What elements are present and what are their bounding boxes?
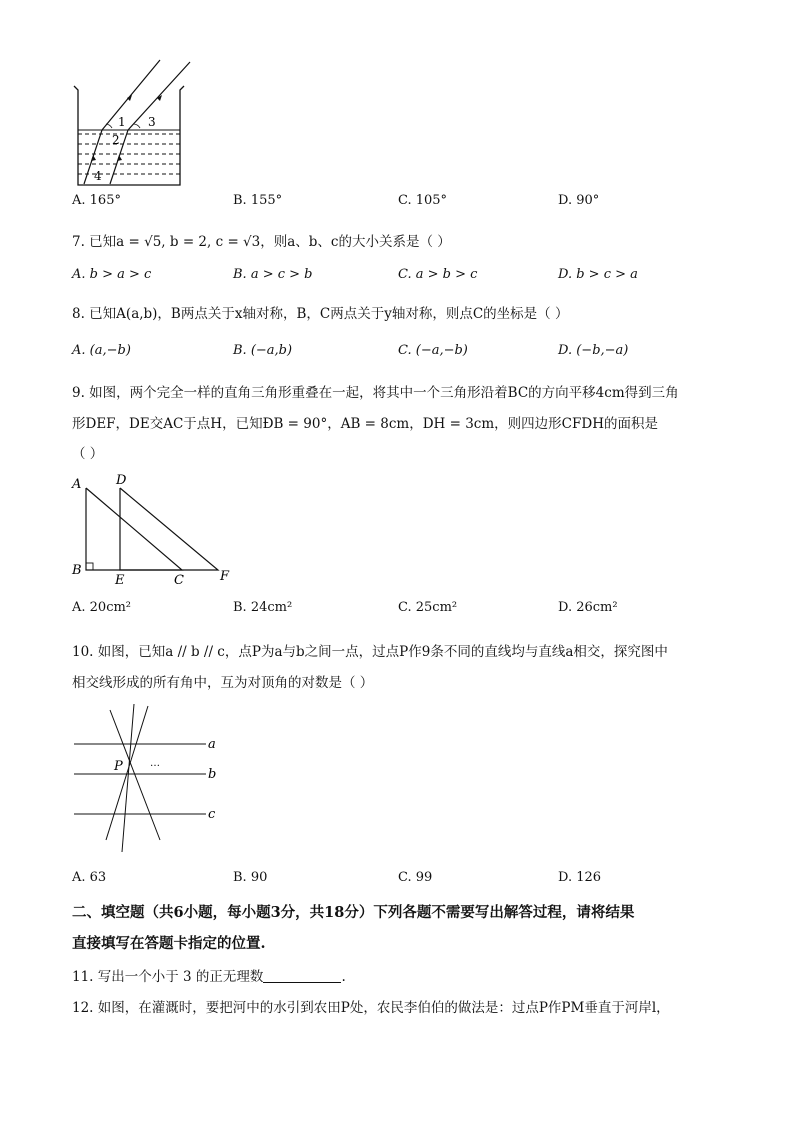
q9-label-d: D [116,473,127,488]
q9-label-a: A [72,477,82,492]
q6-refraction-figure [72,58,202,188]
q6-angle-label-2: 2 [112,133,120,147]
q8-option-a: A. (a,−b) [72,343,131,358]
q9-stem-line3: （ ） [72,446,104,462]
section2-heading-line2: 直接填写在答题卡指定的位置. [72,935,266,952]
q10-label-p: P [114,759,123,774]
q7-option-d: D. b > c > a [558,267,638,282]
q9-option-c: C. 25cm² [398,600,458,615]
q10-option-b: B. 90 [233,870,268,885]
q9-label-e: E [115,573,125,588]
q7-option-b: B. a > c > b [233,267,313,282]
section2-heading-line1: 二、填空题（共6小题，每小题3分，共18分）下列各题不需要写出解答过程，请将结果 [72,904,635,921]
q10-option-c: C. 99 [398,870,433,885]
q6-angle-label-4: 4 [94,169,102,183]
q10-option-a: A. 63 [72,870,107,885]
q10-label-c: c [208,807,216,822]
q7-option-c: C. a > b > c [398,267,478,282]
q11-stem [72,965,346,985]
q8-option-d: D. (−b,−a) [558,343,629,358]
q8-option-b: B. (−a,b) [233,343,293,358]
q9-label-c: C [174,573,184,588]
q10-stem-line1: 10. 如图，已知a // b // c，点P为a与b之间一点，过点P作9条不同的直线均与直线a相交，探究图中 [72,644,668,660]
q10-stem-line2: 相交线形成的所有角中，互为对顶角的对数是（ ） [72,675,374,691]
q9-stem-line1: 9. 如图，两个完全一样的直角三角形重叠在一起，将其中一个三角形沿着BC的方向平移4cm得到三角 [72,385,679,401]
q9-stem-line2: 形DEF，DE交AC于点H，已知ÐB = 90°，AB = 8cm，DH = 3cm，则四边形CFDH的面积是 [72,416,658,432]
q10-parallel-lines-figure [70,700,230,858]
q6-angle-label-1: 1 [118,115,126,129]
q7-stem: 7. 已知a = √5, b = 2, c = √3，则a、b、c的大小关系是（ ） [72,234,451,250]
q9-label-f: F [220,569,230,584]
q9-label-b: B [72,563,82,578]
q7-option-a: A. b > a > c [72,267,152,282]
q11-end: . [341,969,346,985]
q6-option-a: A. 165° [72,193,121,208]
q9-option-d: D. 26cm² [558,600,618,615]
q9-option-a: A. 20cm² [72,600,132,615]
q9-option-b: B. 24cm² [233,600,293,615]
q8-option-c: C. (−a,−b) [398,343,468,358]
q9-triangle-figure [70,470,240,588]
q10-label-a: a [208,737,216,752]
q10-label-b: b [208,767,217,782]
q6-angle-label-3: 3 [148,115,156,129]
q8-stem: 8. 已知A(a,b)，B两点关于x轴对称，B，C两点关于y轴对称，则点C的坐标是（ ） [72,306,569,322]
q10-option-d: D. 126 [558,870,602,885]
q11-text: 11. 写出一个小于 3 的正无理数 [72,969,264,985]
q6-option-d: D. 90° [558,193,600,208]
q10-ellipsis: … [150,758,160,769]
q6-option-c: C. 105° [398,193,448,208]
q11-answer-blank[interactable] [263,970,341,983]
q12-stem: 12. 如图，在灌溉时，要把河中的水引到农田P处，农民李伯伯的做法是：过点P作PM垂直于河岸l， [72,1000,670,1016]
q6-option-b: B. 155° [233,193,283,208]
